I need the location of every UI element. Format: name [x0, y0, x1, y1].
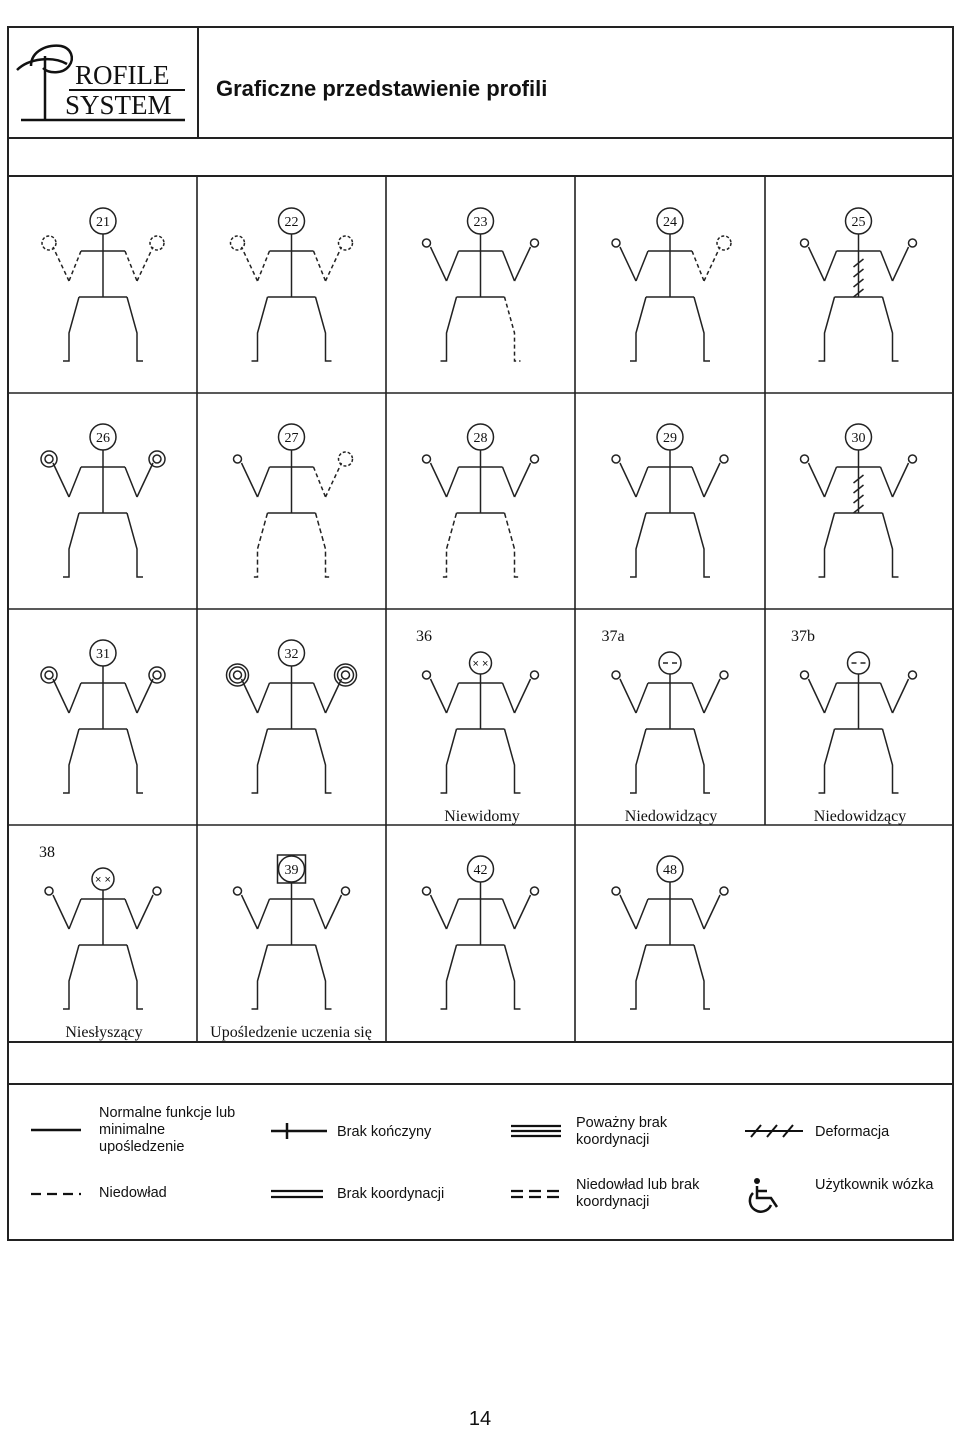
leg-line — [505, 513, 521, 577]
leg-line — [694, 297, 710, 361]
arm-line — [515, 247, 531, 281]
hand-circle — [153, 671, 161, 679]
stick-figure-23 — [423, 208, 539, 361]
stick-figure-25 — [801, 208, 917, 361]
hand-circle — [423, 671, 431, 679]
arm-line — [515, 895, 531, 929]
legend-triple-line-icon — [509, 1123, 563, 1139]
stick-figure-39 — [234, 855, 350, 1009]
figure-number: 37b — [791, 628, 815, 645]
hand-circle — [234, 455, 242, 463]
arm-line — [69, 251, 81, 281]
arm-line — [431, 463, 447, 497]
arm-line — [881, 251, 893, 281]
arm-line — [53, 895, 69, 929]
stick-figure-26 — [41, 424, 165, 577]
legend — [7, 1083, 954, 1241]
spacer-band — [7, 137, 954, 177]
hand-circle — [234, 887, 242, 895]
arm-line — [137, 895, 153, 929]
legend-paresis-text: Niedowład — [99, 1185, 167, 1201]
hand-circle — [423, 239, 431, 247]
arm-line — [125, 251, 137, 281]
arm-line — [326, 895, 342, 929]
hand-circle — [531, 671, 539, 679]
hand-circle — [342, 671, 350, 679]
arm-line — [636, 899, 648, 929]
leg-line — [316, 945, 332, 1009]
arm-line — [258, 683, 270, 713]
svg-text:SYSTEM: SYSTEM — [65, 90, 172, 120]
arm-line — [704, 679, 720, 713]
arm-line — [636, 251, 648, 281]
figure-number: 30 — [851, 431, 866, 446]
profile-grid-svg — [9, 177, 952, 1041]
hand-circle — [45, 671, 53, 679]
hand-circle — [339, 452, 353, 466]
legend-no-limb-text: Brak kończyny — [337, 1124, 432, 1140]
arm-line — [326, 463, 342, 497]
hand-circle — [801, 455, 809, 463]
stick-figure-27 — [234, 424, 353, 577]
hand-circle — [42, 236, 56, 250]
arm-line — [137, 247, 153, 281]
leg-line — [441, 945, 457, 1009]
hand-ring — [41, 667, 57, 683]
caption-deaf: Niesłyszący — [65, 1024, 143, 1041]
stick-figure-36 — [416, 628, 539, 793]
arm-line — [125, 467, 137, 497]
head-circle — [659, 652, 681, 674]
legend-paresis-or-coord-text: Niedowład lub brak koordynacji — [576, 1177, 700, 1210]
figure-number: 21 — [96, 215, 110, 230]
leg-line — [694, 729, 710, 793]
leg-line — [252, 297, 268, 361]
hand-circle — [720, 671, 728, 679]
legend-solid-line-icon — [29, 1125, 83, 1135]
legend-normal-text: Normalne funkcje lub minimalne upośledzenie — [99, 1105, 236, 1155]
stick-figure-32 — [227, 640, 357, 793]
arm-line — [503, 683, 515, 713]
arm-line — [242, 895, 258, 929]
leg-line — [694, 945, 710, 1009]
hand-ring — [230, 667, 246, 683]
stick-figure-31 — [41, 640, 165, 793]
profile-system-logo — [9, 28, 199, 137]
hand-circle — [45, 455, 53, 463]
figure-number: 23 — [473, 215, 488, 230]
hand-circle — [342, 887, 350, 895]
figure-number: 27 — [284, 431, 299, 446]
deaf-ears: × × — [95, 874, 111, 886]
leg-line — [316, 513, 332, 577]
hand-circle — [45, 887, 53, 895]
arm-line — [242, 247, 258, 281]
hand-circle — [720, 455, 728, 463]
leg-line — [630, 297, 646, 361]
hand-circle — [423, 455, 431, 463]
leg-line — [127, 297, 143, 361]
arm-line — [704, 247, 720, 281]
hand-circle — [234, 671, 242, 679]
page-title: Graficzne przedstawienie profili — [216, 76, 548, 101]
spacer-band — [7, 1041, 954, 1085]
stick-figure-21 — [42, 208, 164, 361]
hand-circle — [612, 455, 620, 463]
arm-line — [620, 679, 636, 713]
stick-figure-30 — [801, 424, 917, 577]
hand-circle — [909, 455, 917, 463]
stick-figure-42 — [423, 856, 539, 1009]
leg-line — [441, 729, 457, 793]
leg-line — [252, 513, 268, 577]
leg-line — [252, 945, 268, 1009]
hand-circle — [720, 887, 728, 895]
arm-line — [447, 251, 459, 281]
figure-number: 29 — [663, 431, 677, 446]
arm-line — [825, 467, 837, 497]
hand-circle — [717, 236, 731, 250]
leg-line — [883, 297, 899, 361]
arm-line — [825, 251, 837, 281]
arm-line — [314, 683, 326, 713]
page-number: 14 — [468, 1408, 492, 1430]
legend-double-line-icon — [269, 1187, 325, 1201]
arm-line — [620, 895, 636, 929]
leg-line — [630, 513, 646, 577]
hand-circle — [909, 239, 917, 247]
leg-line — [63, 729, 79, 793]
figure-number: 28 — [473, 431, 488, 446]
figure-number: 42 — [473, 863, 488, 878]
hand-circle — [909, 671, 917, 679]
hand-circle — [423, 887, 431, 895]
caption-low-vision-a: Niedowidzący — [624, 808, 718, 825]
leg-line — [441, 513, 457, 577]
caption-blind: Niewidomy — [444, 808, 520, 825]
hand-ring — [149, 451, 165, 467]
profile-grid — [7, 175, 954, 1043]
leg-line — [63, 297, 79, 361]
arm-line — [242, 463, 258, 497]
arm-line — [692, 683, 704, 713]
arm-line — [137, 679, 153, 713]
caption-learning-disability: Upośledzenie uczenia się — [210, 1024, 372, 1041]
stick-figure-38 — [39, 844, 161, 1009]
arm-line — [326, 247, 342, 281]
stick-figure-24 — [612, 208, 731, 361]
arm-line — [431, 247, 447, 281]
arm-line — [53, 463, 69, 497]
arm-line — [704, 463, 720, 497]
arm-line — [258, 899, 270, 929]
leg-line — [819, 297, 835, 361]
hand-circle — [801, 239, 809, 247]
arm-line — [447, 467, 459, 497]
arm-line — [258, 251, 270, 281]
stick-figure-28 — [423, 424, 539, 577]
legend-serious-text: Poważny brak koordynacji — [576, 1115, 668, 1148]
arm-line — [503, 251, 515, 281]
leg-line — [441, 297, 457, 361]
arm-line — [825, 683, 837, 713]
arm-line — [893, 679, 909, 713]
arm-line — [893, 247, 909, 281]
arm-line — [447, 683, 459, 713]
figure-number: 31 — [96, 647, 110, 662]
figure-number: 26 — [96, 431, 110, 446]
leg-line — [630, 945, 646, 1009]
leg-line — [505, 945, 521, 1009]
arm-line — [503, 467, 515, 497]
wheelchair-icon — [747, 1175, 787, 1213]
arm-line — [503, 899, 515, 929]
leg-line — [63, 513, 79, 577]
leg-line — [630, 729, 646, 793]
leg-line — [127, 729, 143, 793]
stick-figure-22 — [231, 208, 353, 361]
arm-line — [881, 683, 893, 713]
hand-circle — [150, 236, 164, 250]
arm-line — [809, 679, 825, 713]
arm-line — [53, 679, 69, 713]
leg-line — [316, 297, 332, 361]
caption-low-vision-b: Niedowidzący — [813, 808, 907, 825]
arm-line — [431, 679, 447, 713]
arm-line — [314, 467, 326, 497]
leg-line — [505, 297, 521, 361]
hand-ring — [149, 667, 165, 683]
figure-number: 25 — [851, 215, 866, 230]
arm-line — [314, 899, 326, 929]
arm-line — [620, 463, 636, 497]
arm-line — [125, 683, 137, 713]
hand-circle — [153, 887, 161, 895]
header — [7, 26, 954, 139]
figure-number: 22 — [284, 215, 299, 230]
legend-missing-limb-icon — [269, 1121, 329, 1141]
hand-circle — [531, 239, 539, 247]
arm-line — [515, 463, 531, 497]
leg-line — [252, 729, 268, 793]
arm-line — [809, 463, 825, 497]
stick-figure-37b — [791, 628, 917, 793]
hand-circle — [612, 239, 620, 247]
arm-line — [125, 899, 137, 929]
leg-line — [127, 513, 143, 577]
hand-circle — [531, 455, 539, 463]
legend-double-dashed-icon — [509, 1187, 563, 1201]
leg-line — [819, 513, 835, 577]
hand-ring — [338, 667, 354, 683]
legend-deformation-icon — [743, 1121, 805, 1141]
arm-line — [692, 251, 704, 281]
svg-text:ROFILE: ROFILE — [75, 60, 170, 90]
stick-figure-29 — [612, 424, 728, 577]
hand-circle — [231, 236, 245, 250]
leg-line — [505, 729, 521, 793]
blind-eyes: × × — [472, 658, 489, 670]
arm-line — [515, 679, 531, 713]
legend-dashed-line-icon — [29, 1189, 83, 1199]
arm-line — [447, 899, 459, 929]
legend-deformation-text: Deformacja — [815, 1124, 890, 1140]
hand-circle — [339, 236, 353, 250]
figure-number: 32 — [284, 647, 299, 662]
figure-number: 36 — [416, 628, 432, 645]
arm-line — [53, 247, 69, 281]
arm-line — [620, 247, 636, 281]
legend-no-coord-text: Brak koordynacji — [337, 1186, 445, 1202]
arm-line — [69, 467, 81, 497]
arm-line — [636, 467, 648, 497]
leg-line — [819, 729, 835, 793]
arm-line — [881, 467, 893, 497]
arm-line — [692, 899, 704, 929]
arm-line — [258, 467, 270, 497]
arm-line — [69, 683, 81, 713]
arm-line — [893, 463, 909, 497]
hand-circle — [612, 671, 620, 679]
legend-wheelchair-text: Użytkownik wózka — [815, 1177, 934, 1193]
leg-line — [883, 729, 899, 793]
leg-line — [316, 729, 332, 793]
arm-line — [704, 895, 720, 929]
hand-circle — [531, 887, 539, 895]
leg-line — [883, 513, 899, 577]
arm-line — [431, 895, 447, 929]
arm-line — [636, 683, 648, 713]
figure-number: 24 — [663, 215, 677, 230]
figure-number: 38 — [39, 844, 55, 861]
arm-line — [69, 899, 81, 929]
arm-line — [692, 467, 704, 497]
arm-line — [809, 247, 825, 281]
arm-line — [137, 463, 153, 497]
head-circle — [848, 652, 870, 674]
figure-number: 48 — [663, 863, 677, 878]
leg-line — [694, 513, 710, 577]
hand-circle — [153, 455, 161, 463]
stick-figure-48 — [612, 856, 728, 1009]
arm-line — [314, 251, 326, 281]
figure-number: 37a — [601, 628, 625, 645]
hand-ring — [41, 451, 57, 467]
figure-number: 39 — [284, 863, 299, 878]
leg-line — [127, 945, 143, 1009]
hand-circle — [612, 887, 620, 895]
stick-figure-37a — [601, 628, 728, 793]
leg-line — [63, 945, 79, 1009]
hand-circle — [801, 671, 809, 679]
